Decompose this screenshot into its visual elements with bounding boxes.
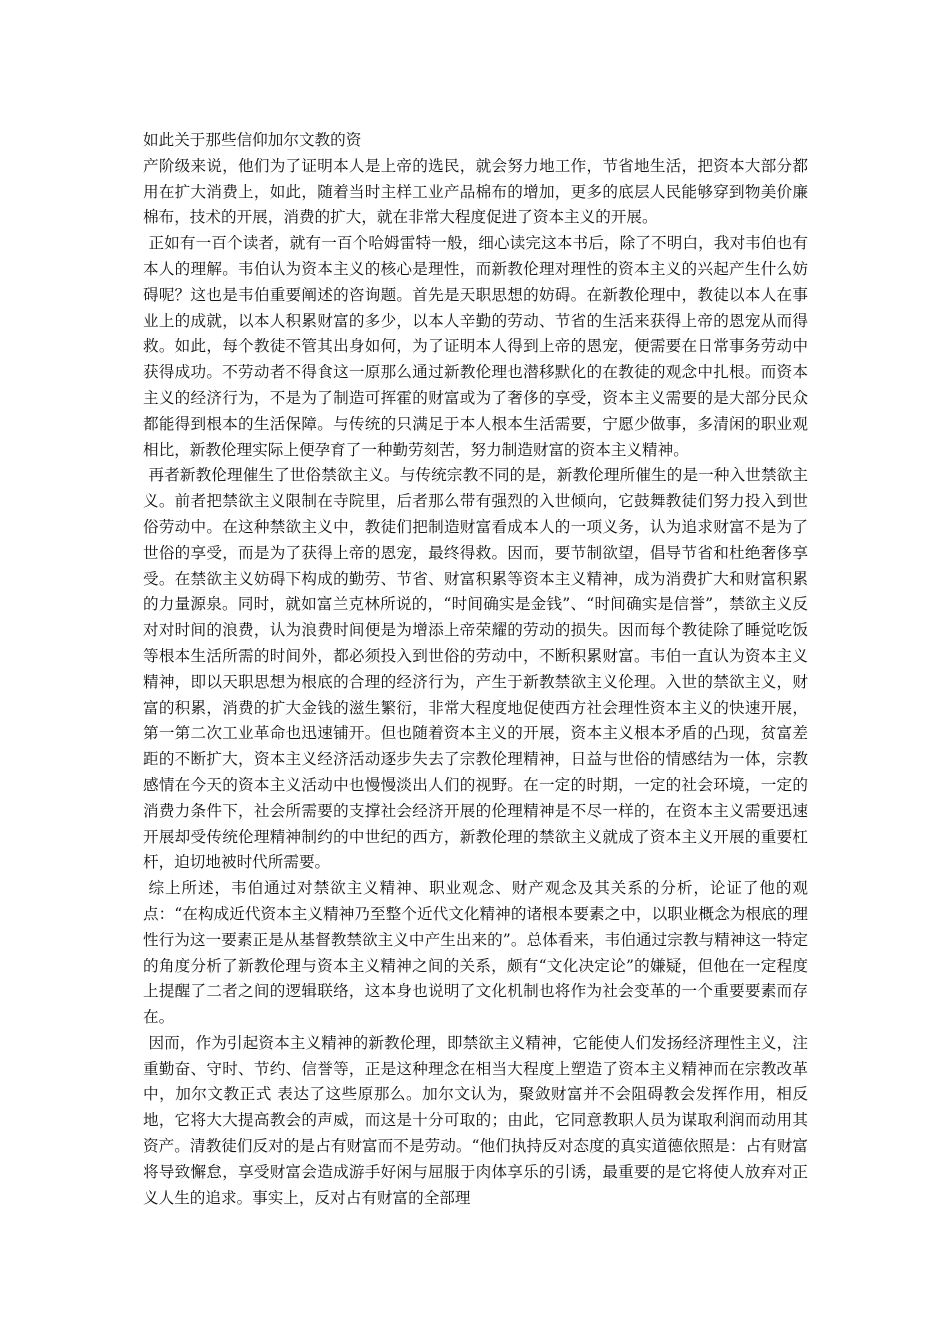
paragraph-3: 再者新教伦理催生了世俗禁欲主义。与传统宗教不同的是，新教伦理所催生的是一种入世禁欲主义。前者把禁欲主义限制在寺院里，后者那么带有强烈的入世倾向，它鼓舞教徒们努力投入到世俗劳动中。在这种禁欲主义中，教徒们把制造财富看成本人的一项义务，认为追求财富不是为了世俗的享受，而是为了获得上帝的恩宠，最终得救。因而，要节制欲望，倡导节省和杜绝奢侈享受。在禁欲主义妨碍下构成的勤劳、节省、财富积累等资本主义精神，成为消费扩大和财富积累的力量源泉。同时，就如富兰克林所说的，“时间确实是金钱”、“时间确实是信誉”，禁欲主义反对对时间的浪费，认为浪费时间便是为增添上帝荣耀的劳动的损失。因而每个教徒除了睡觉吃饭等根本生活所需的时间外，都必须投入到世俗的劳动中，不断积累财富。韦伯一直认为资本主义精神，即以天职思想为根底的合理的经济行为，产生于新教禁欲主义伦理。入世的禁欲主义，财富的积累，消费的扩大金钱的滋生繁衍，非常大程度地促使西方社会理性资本主义的快速开展，第一第二次工业革命也迅速铺开。但也随着资本主义的开展，资本主义根本矛盾的凸现，贫富差距的不断扩大，资本主义经济活动逐步失去了宗教伦理精神，日益与世俗的情感结为一体，宗教感情在今天的资本主义活动中也慢慢淡出人们的视野。在一定的时期，一定的社会环境，一定的消费力条件下，社会所需要的支撑社会经济开展的伦理精神是不尽一样的，在资本主义需要迅速开展却受传统伦理精神制约的中世纪的西方，新教伦理的禁欲主义就成了资本主义开展的重要杠杆，迫切地被时代所需要。 — [143, 466, 808, 872]
document-body — [143, 128, 808, 1211]
paragraph-5: 因而，作为引起资本主义精神的新教伦理，即禁欲主义精神，它能使人们发扬经济理性主义，注重勤奋、守时、节约、信誉等，正是这种理念在相当大程度上塑造了资本主义精神而在宗教改革中，加尔文教正式 表达了这些原那么。加尔文认为，聚敛财富并不会阻碍教会发挥作用，相反地，它将大大提高教会的声威，而这是十分可取的；由此，它同意教职人员为谋取利润而动用其资产。清教徒们反对的是占有财富而不是劳动。“他们执持反对态度的真实道德依照是：占有财富将导致懈怠，享受财富会造成游手好闲与屈服于肉体享乐的引诱，最重要的是它将使人放弃对正义人生的追求。事实上，反对占有财富的全部理 — [143, 1033, 808, 1207]
first-line: 如此关于那些信仰加尔文教的资 — [143, 131, 362, 149]
paragraph-2: 正如有一百个读者，就有一百个哈姆雷特一般，细心读完这本书后，除了不明白，我对韦伯也有本人的理解。韦伯认为资本主义的核心是理性，而新教伦理对理性的资本主义的兴起产生什么妨碍呢？这也是韦伯重要阐述的咨询题。首先是天职思想的妨碍。在新教伦理中，教徒以本人在事业上的成就，以本人积累财富的多少，以本人辛勤的劳动、节省的生活来获得上帝的恩宠从而得救。如此，每个教徒不管其出身如何，为了证明本人得到上帝的恩宠，便需要在日常事务劳动中获得成功。不劳动者不得食这一原那么通过新教伦理也潜移默化的在教徒的观念中扎根。而资本主义的经济行为，不是为了制造可挥霍的财富或为了奢侈的享受，资本主义需要的是大部分民众都能得到根本的生活保障。与传统的只满足于本人根本生活需要，宁愿少做事，多清闲的职业观相比，新教伦理实际上便孕育了一种勤劳刻苦，努力制造财富的资本主义精神。 — [143, 234, 808, 459]
paragraph-4: 综上所述，韦伯通过对禁欲主义精神、职业观念、财产观念及其关系的分析，论证了他的观点：“在构成近代资本主义精神乃至整个近代文化精神的诸根本要素之中，以职业概念为根底的理性行为这一要素正是从基督教禁欲主义中产生出来的”。总体看来，韦伯通过宗教与精神这一特定的角度分析了新教伦理与资本主义精神之间的关系，颇有“文化决定论”的嫌疑，但他在一定程度上提醒了二者之间的逻辑联络，这本身也说明了文化机制也将作为社会变革的一个重要要素而存在。 — [143, 879, 808, 1027]
paragraph-1: 产阶级来说，他们为了证明本人是上帝的选民，就会努力地工作，节省地生活，把资本大部分都用在扩大消费上，如此，随着当时主样工业产品棉布的增加，更多的底层人民能够穿到物美价廉棉布，技术的开展，消费的扩大，就在非常大程度促进了资本主义的开展。 — [143, 156, 808, 227]
